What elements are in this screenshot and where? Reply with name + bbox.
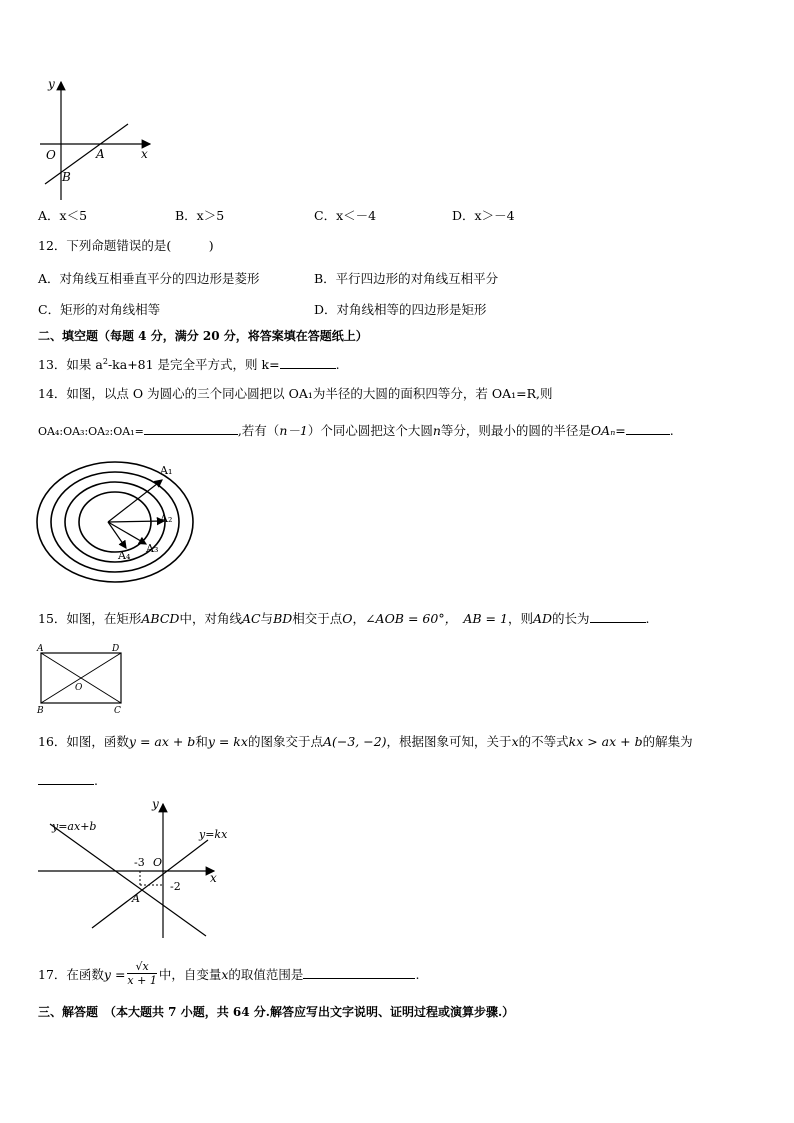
q13-pre: 13．如果 a — [38, 357, 103, 373]
q13-post: -ka+81 是完全平方式，则 k= — [107, 357, 280, 373]
q15-end: . — [645, 611, 650, 626]
q11-option-d: D．x＞－4 — [452, 208, 515, 223]
q16-line1 — [38, 734, 693, 750]
q14-ratio-label: OA₄:OA₃:OA₂:OA₁= — [38, 425, 144, 438]
q17-x: x — [221, 967, 229, 982]
point-a-label: A — [132, 892, 140, 905]
y-label: y — [48, 77, 55, 91]
q13-sup: 2 — [102, 357, 108, 366]
q14-oan: OAₙ= — [590, 423, 626, 438]
q16-f2: y = kx — [207, 734, 248, 749]
q15-pre: 15．如图，在矩形 — [38, 611, 142, 626]
q15-mid2: 与 — [260, 611, 274, 626]
q13 — [38, 354, 340, 373]
radius-oa3 — [108, 522, 146, 544]
q13-end: . — [335, 357, 340, 373]
q16-x: x — [511, 734, 519, 749]
q12-option-b: B．平行四边形的对角线互相平分 — [314, 271, 499, 286]
q14-text-b: ,若有（ — [237, 423, 280, 438]
vertex-a: A — [37, 644, 44, 654]
q12-option-c: C．矩形的对角线相等 — [38, 302, 161, 317]
q14-text-d: ）个同心圆把这个大圆 — [307, 423, 433, 438]
q15-mid5: ，则 — [507, 611, 533, 626]
radius-oa1 — [108, 480, 162, 522]
radius-oa2 — [108, 521, 164, 522]
q11-option-c: C．x＜－4 — [314, 208, 377, 223]
y-label: y — [152, 797, 159, 811]
q17-mid: 中，自变量 — [158, 967, 222, 982]
q15-ad: AD — [532, 611, 553, 626]
q12-stem: 12．下列命题错误的是( ) — [38, 238, 214, 253]
q16-inequality: kx > ax + b — [568, 734, 643, 749]
line1-label: y=ax+b — [52, 820, 97, 833]
q14-end: . — [669, 423, 674, 438]
a4-label: A₄ — [118, 549, 131, 562]
q16-mid3: ，根据图象可知，关于 — [386, 734, 512, 749]
q16-f1: y = ax + b — [128, 734, 196, 749]
vertex-b: B — [37, 706, 44, 716]
line-ax-plus-b — [50, 824, 206, 936]
a-label: A — [96, 147, 105, 161]
q16-mid4: 的不等式 — [518, 734, 569, 749]
q16-answer-blank[interactable] — [38, 772, 94, 785]
q14-answer-blank-1[interactable] — [144, 422, 238, 435]
vertex-c: C — [114, 706, 121, 716]
q14-concentric-circles — [36, 460, 196, 588]
origin-label: O — [46, 148, 56, 162]
q13-answer-blank[interactable] — [280, 356, 336, 369]
q16-mid1: 和 — [195, 734, 208, 749]
q15-bd: BD — [273, 611, 293, 626]
q14-line2 — [38, 422, 674, 440]
q15-rectangle-figure — [34, 642, 128, 716]
q16-post: 的解集为 — [642, 734, 693, 749]
q17-fraction — [127, 960, 156, 987]
q16-graph — [36, 796, 236, 942]
q15-ab: AB = 1 — [463, 611, 508, 626]
b-label: B — [62, 170, 71, 184]
q15 — [38, 610, 650, 627]
a2-label: A₂ — [160, 512, 173, 525]
a1-label: A₁ — [160, 464, 173, 477]
x-label: x — [141, 147, 148, 161]
a3-label: A₃ — [146, 542, 159, 555]
q15-abcd: ABCD — [141, 611, 180, 626]
q15-answer-blank[interactable] — [590, 610, 646, 623]
q15-mid4: ， — [352, 611, 366, 626]
q15-mid3: 相交于点 — [292, 611, 343, 626]
line-graph — [45, 124, 128, 184]
section2-title: 二、填空题（每题 4 分，满分 20 分，将答案填在答题纸上） — [38, 329, 368, 343]
q17-end: . — [415, 967, 420, 982]
q16-point: A(−3, −2) — [322, 734, 387, 749]
tick-minus2: -2 — [170, 880, 181, 893]
line2-label: y=kx — [199, 828, 228, 841]
origin-label: O — [153, 856, 163, 869]
tick-minus3: -3 — [134, 856, 145, 869]
q11-graph — [38, 72, 168, 202]
q14-line1: 14．如图，以点 O 为圆心的三个同心圆把以 OA₁为半径的大圆的面积四等分，若 OA₁=R,则 — [38, 386, 553, 401]
q17-y: y = — [103, 967, 126, 982]
q17-denominator: x + 1 — [127, 974, 157, 987]
q15-angle: ∠AOB = 60°， — [365, 611, 451, 626]
line-kx — [92, 840, 208, 928]
q16-pre: 16．如图，函数 — [38, 734, 129, 749]
q16-mid2: 的图象交于点 — [247, 734, 323, 749]
q14-text-f: 等分，则最小的圆的半径是 — [440, 423, 591, 438]
q12-option-a: A．对角线互相垂直平分的四边形是菱形 — [38, 271, 260, 286]
q17-numerator: √x — [127, 960, 156, 974]
q15-o: O — [342, 611, 353, 626]
q17-answer-blank[interactable] — [303, 966, 415, 979]
radius-oa4 — [108, 522, 126, 548]
q17 — [38, 962, 419, 989]
q15-post: 的长为 — [552, 611, 590, 626]
section3-title: 三、解答题 （本大题共 7 小题，共 64 分.解答应写出文字说明、证明过程或演算步骤.） — [38, 1005, 515, 1019]
q11-option-b: B．x＞5 — [175, 208, 225, 223]
q14-n: n — [432, 423, 441, 438]
q14-n-minus-1: n－1 — [279, 423, 308, 438]
q17-post: 的取值范围是 — [228, 967, 304, 982]
q16-end: . — [94, 773, 98, 788]
q11-option-a: A．x＜5 — [38, 208, 88, 223]
q15-mid1: 中，对角线 — [179, 611, 242, 626]
vertex-d: D — [112, 644, 120, 654]
q12-option-d: D．对角线相等的四边形是矩形 — [314, 302, 487, 317]
center-o: O — [75, 683, 83, 693]
x-label: x — [210, 871, 217, 885]
q15-ac: AC — [241, 611, 261, 626]
q14-answer-blank-2[interactable] — [626, 422, 670, 435]
q16-line2 — [38, 772, 98, 789]
q17-pre: 17．在函数 — [38, 967, 104, 982]
